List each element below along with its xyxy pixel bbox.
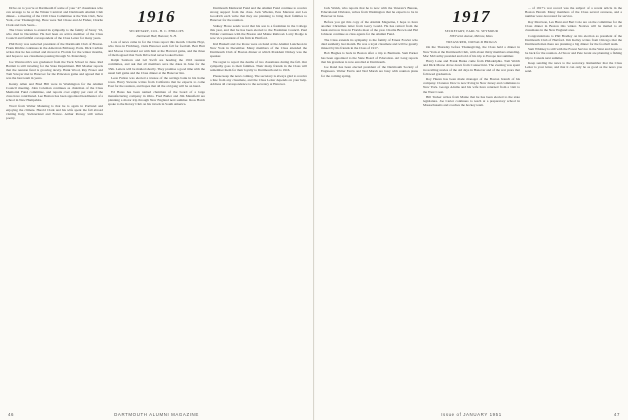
paragraph: Bob Hughes is back in Boston after a trip to Bermuda. Sam Parker has been appointed to the State Board of Education. Art Lang reports that his grandson is now enrolled at Dartmouth. [321,51,418,64]
class-year-heading: 1917 [452,7,491,26]
paragraph: Harry Lane and Frank Burke came from Philadelphia. Tom Welch and Dick Morse drove down from Connecticut. The evening was spent in recalling stories of the old days in Hanover and of the war years that followed graduation. [423,59,520,76]
paragraph: Joe Wentworth’s son graduated from the Tuck School in June. Red Bartlett is still traveling for the State Department. Bill Mosher reports that the reunion fund is growing nicely. Hank Wood, Ray Fraser and Tom Sawyer met in Hanover for the Princeton game and agreed that it was the best team in years. [6,59,103,81]
footer-title: Issue of JANUARY 1951 [441,412,502,417]
paragraph: Leon Fulton was elected a trustee of the savings bank in his home town. Harry Stevens writes from California that he expects to come East for the reunion, and hopes that all the old gang will be on hand. [108,76,205,89]
secretary-line: SECRETARY, COL. H. C. PHILLIPS [129,29,184,33]
address-line: 308 Forest Avenue, Melrose, Mass. [449,34,494,39]
right-column-3 [525,6,622,392]
paragraph: Before you get this copy of the Alumni Magazine, I hope to have another Christmas letter from Gerry Gould. He has retired from the bank and now lives in Florida most of the year. Charlie Brown and Hal Johnson continue as class agents for the Alumni Fund. [321,19,418,37]
secretary-line: SECRETARY, EARL W. SEYMOUR [444,29,499,33]
paragraph: Lots of news came in for the Class report this month. Charlie Hoyt, who lives in Fitchburg, visits Hanover each fall for football. Bert Hart and Moose Cleveland sat with him at the Harvard game, and the three of them agreed that Tuck Drive had never looked better. [108,40,205,57]
paragraph: Word from Walter Manning is that he is again in Portland and enjoying the climate. Harold Clark and his wife spent the fall abroad visiting Italy, Switzerland and France. Arthur Peavey still writes poetry. [6,103,103,121]
address-line: Dartmouth Hall, Hanover, N. H. [136,34,177,39]
class-year-heading: 1916 [137,7,176,26]
paragraph: Drive on to you’re at Dartmouth if some of your ’47 classmates who can arrange to be at the Winter Carnival and Dartmouth Alumni Club dinner... a meeting of the 1916 Class Committee at the Yale Club, New York, over Thanksgiving. Here were Ted Chase and Al Fisher, Charlie Clark and Jack Sears... [6,6,103,27]
paragraph: Keep sending the news to the secretary. Remember that the Class Letter is your letter, and that it can only be as good as the news you send. [525,61,622,74]
paragraph: Roy Hazen has been made manager of the Boston branch of his company. Clarence Dow is now living in New Jersey and commutes to New York. George Adams and his wife have returned from a visit to the West Coast. [423,77,520,94]
paragraph: Sidney Howe sends word that his son is a freshman in the College this year, and that he has been elected to the Freshman Council. Paul Wilder continues with the Boston and Maine Railroad. Larry Dodge is now vice president of his firm in Hartford. [210,23,307,41]
left-column-1 [6,6,103,392]
right-column-1 [321,6,418,392]
paragraph: Kid Haskell and Joe Rowe were on hand at the Alumni Luncheon in New York in December. Many members of the Class attended the Dartmouth Club of Boston dinner at which President Dickey was the speaker. [210,41,307,59]
paragraph: Congratulations to Phil Bradley on his election as president of the Dartmouth Club of Hartford. Jim Kelley writes from Chicago that the Dartmouth men there are planning a big dinner for the football team. [525,33,622,46]
left-column-2 [108,6,205,392]
treasurer-line: TREASURER, DONALD BRIGGS [446,40,497,45]
paragraph: Jack Walsh, who reports that he is now with the Veteran’s Bureau, Educational Division, writes from Washington that he expects to be in Hanover in June. [321,6,418,19]
right-column-2 [423,6,520,392]
right-page [315,0,628,420]
paragraph: Bill Tucker writes from Maine that he has been elected to the state legislature. Joe Carter continues to teach at a preparatory school in Massachusetts and coaches the hockey team. [423,95,520,108]
paragraph: Ralph Sanborn and Gil Swift are heading the 1916 reunion committee, and ask that all members save the dates in June for the 35th. Letters will be mailed shortly. They promise a good time with the usual ball game and the Class dinner at the Hanover Inn. [108,58,205,75]
paragraph: Sam Whitney is still with the Forest Service in the West and hopes to be back for the reunion. Al Snow and Pete Grant are planning a fishing trip to Canada next summer. [525,47,622,60]
page-number: 47 [613,412,620,417]
paragraph: ... of 1917’s war record was the subject of a recent article in the Boston Herald. Many members of the Class served overseas, and a number were decorated for service. [525,6,622,19]
paragraph: We regret to report the deaths of two classmates during the fall. Our sympathy goes to their families. Their many friends in the Class will remember them for their loyalty to Dartmouth and to 1916. [210,59,307,73]
paragraph: On the Thursday before Thanksgiving, the Class held a dinner in New York at the Dartmouth Club, with about thirty members attending. Mac McCarthy presided and told of his trip to Europe last summer. [423,45,520,58]
paragraph: Please keep the news coming. The secretary is always glad to receive a line from any classmate, and the Class Letter depends on your help. Address all correspondence to the secretary at Hanover. [210,73,307,86]
paragraph: Kenny Allen and Brad Hill were in Washington for the Alumni Council meeting. John Coleman continues as chairman of the Class Memorial Fund committee, and reports over eighty per cent of the class have contributed. Lee Buxton has been appointed headmaster of a school in New Hampshire. [6,81,103,103]
paragraph: The Class wishes to extend its sympathy to the family of Stony ’16, who died in December. He had been an active member of the Class Council and faithful correspondent of the Class Letter for many years. [6,28,103,41]
page-number: 46 [8,412,15,417]
paragraph: Phil Perry was reelected president of the Dartmouth Club of Boston. Frank Ritchie continues in the American Embassy, Paris. Dick Carlisle writes that he has retired and moved to Florida for the winter months, and hopes to see classmates passing through St. Petersburg. [6,41,103,59]
paragraph: Dartmouth Memorial Fund and the Alumni Fund continue to receive strong support from the class. Jack Whelan, Pete Marston and Les Goodrich each write that they are planning to bring their families to Hanover for the reunion. [210,6,307,23]
paragraph: The Class extends its sympathy to the family of Ernest Fowler who died suddenly last month. He was a loyal classmate and will be greatly missed by his friends in the Class of 1917. [321,37,418,50]
left-column-3 [210,6,307,392]
footer-title: DARTMOUTH ALUMNI MAGAZINE [114,412,199,417]
paragraph: Joe Rand has been elected president of the Dartmouth Society of Engineers. Walter Ferris and Ned Marsh are busy with reunion plans for the coming spring. [321,65,418,78]
paragraph: Ed Bates has been named chairman of the board of a large manufacturing company in Ohio. Fred Butler and Jim Mansfield are planning a motor trip through New England next summer. Ross Hatch spoke to the Rotary Club on his travels in South America. [108,89,205,107]
paragraph: Ray Morrison, Les Hunt and Bert Cole are on the committee for the Class dinner in Boston this winter. Notices will be mailed to all classmates in the New England area. [525,19,622,33]
